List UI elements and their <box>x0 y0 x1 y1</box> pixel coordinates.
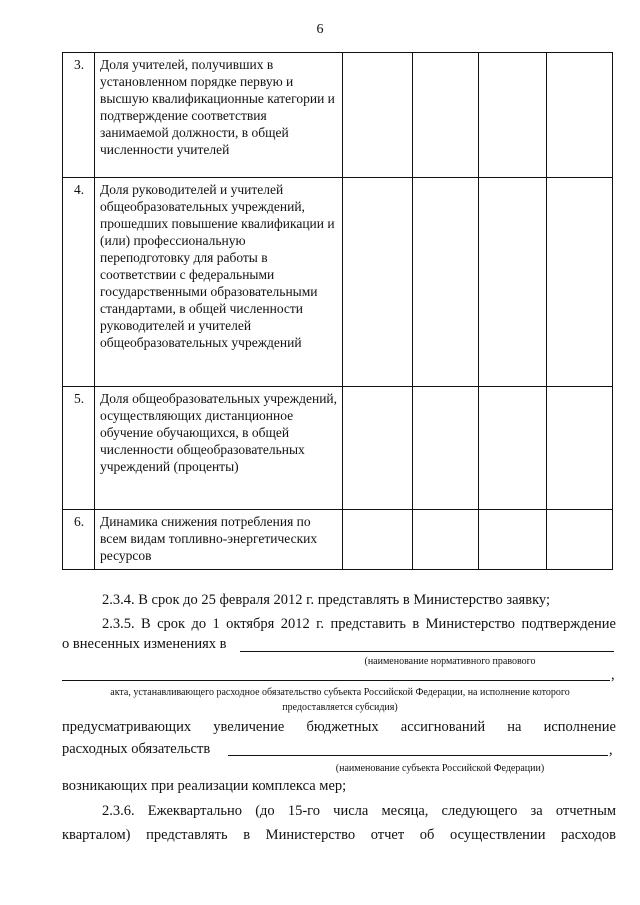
empty-cell <box>547 178 613 387</box>
paragraph-2-3-4: 2.3.4. В срок до 25 февраля 2012 г. представлять в Министерство заявку; <box>102 592 550 608</box>
fill-line <box>240 651 614 652</box>
indicators-table <box>62 52 613 570</box>
row-number: 3. <box>63 53 95 178</box>
empty-cell <box>547 510 613 570</box>
paragraph-increase: предусматривающих увеличение бюджетных ассигнований на исполнение <box>62 719 616 735</box>
empty-cell <box>479 510 547 570</box>
table-row <box>63 510 613 570</box>
line-comma: , <box>609 742 613 758</box>
empty-cell <box>547 387 613 510</box>
row-number: 4. <box>63 178 95 387</box>
note-region-name: (наименование субъекта Российской Федерации) <box>335 763 545 774</box>
note-act-description: акта, устанавливающего расходное обязательство субъекта Российской Федерации, на исполнение которого <box>110 687 570 698</box>
empty-cell <box>479 387 547 510</box>
row-number: 6. <box>63 510 95 570</box>
paragraph-2-3-6-cont: кварталом) представлять в Министерство отчет об осуществлении расходов <box>62 827 616 843</box>
indicator-text: Доля общеобразовательных учреждений, осуществляющих дистанционное обучение обучающихся, в общей численности общеобразовательных учреждений (проценты) <box>95 387 343 510</box>
note-normative-act: (наименование нормативного правового <box>364 656 536 667</box>
line-comma: , <box>611 667 615 683</box>
row-number: 5. <box>63 387 95 510</box>
empty-cell <box>343 387 413 510</box>
indicator-text: Динамика снижения потребления по всем видам топливно-энергетических ресурсов <box>95 510 343 570</box>
empty-cell <box>413 178 479 387</box>
table-row <box>63 387 613 510</box>
empty-cell <box>479 178 547 387</box>
fill-line <box>62 680 610 681</box>
paragraph-2-3-5-cont: о внесенных изменениях в <box>62 636 227 652</box>
paragraph-2-3-6: 2.3.6. Ежеквартально (до 15-го числа месяца, следующего за отчетным <box>102 803 616 819</box>
table-row <box>63 178 613 387</box>
paragraph-2-3-5: 2.3.5. В срок до 1 октября 2012 г. представить в Министерство подтверждение <box>102 616 616 632</box>
empty-cell <box>343 178 413 387</box>
empty-cell <box>547 53 613 178</box>
empty-cell <box>413 53 479 178</box>
empty-cell <box>413 510 479 570</box>
empty-cell <box>343 510 413 570</box>
fill-line <box>228 755 608 756</box>
page-number: 6 <box>316 22 324 37</box>
empty-cell <box>413 387 479 510</box>
note-subsidy: предоставляется субсидия) <box>282 702 398 713</box>
empty-cell <box>479 53 547 178</box>
paragraph-obligations: расходных обязательств <box>62 741 211 757</box>
paragraph-arising: возникающих при реализации комплекса мер; <box>62 778 347 794</box>
table-row <box>63 53 613 178</box>
indicator-text: Доля учителей, получивших в установленном порядке первую и высшую квалификационные категории и подтверждение соответствия занимаемой должности, в общей численности учителей <box>95 53 343 178</box>
empty-cell <box>343 53 413 178</box>
indicator-text: Доля руководителей и учителей общеобразовательных учреждений, прошедших повышение квалификации и (или) профессиональную переподготовку для работы в соответствии с федеральными государственными образовательными стандартами, в общей численности руководителей и учителей общеобразовательных учреждений <box>95 178 343 387</box>
